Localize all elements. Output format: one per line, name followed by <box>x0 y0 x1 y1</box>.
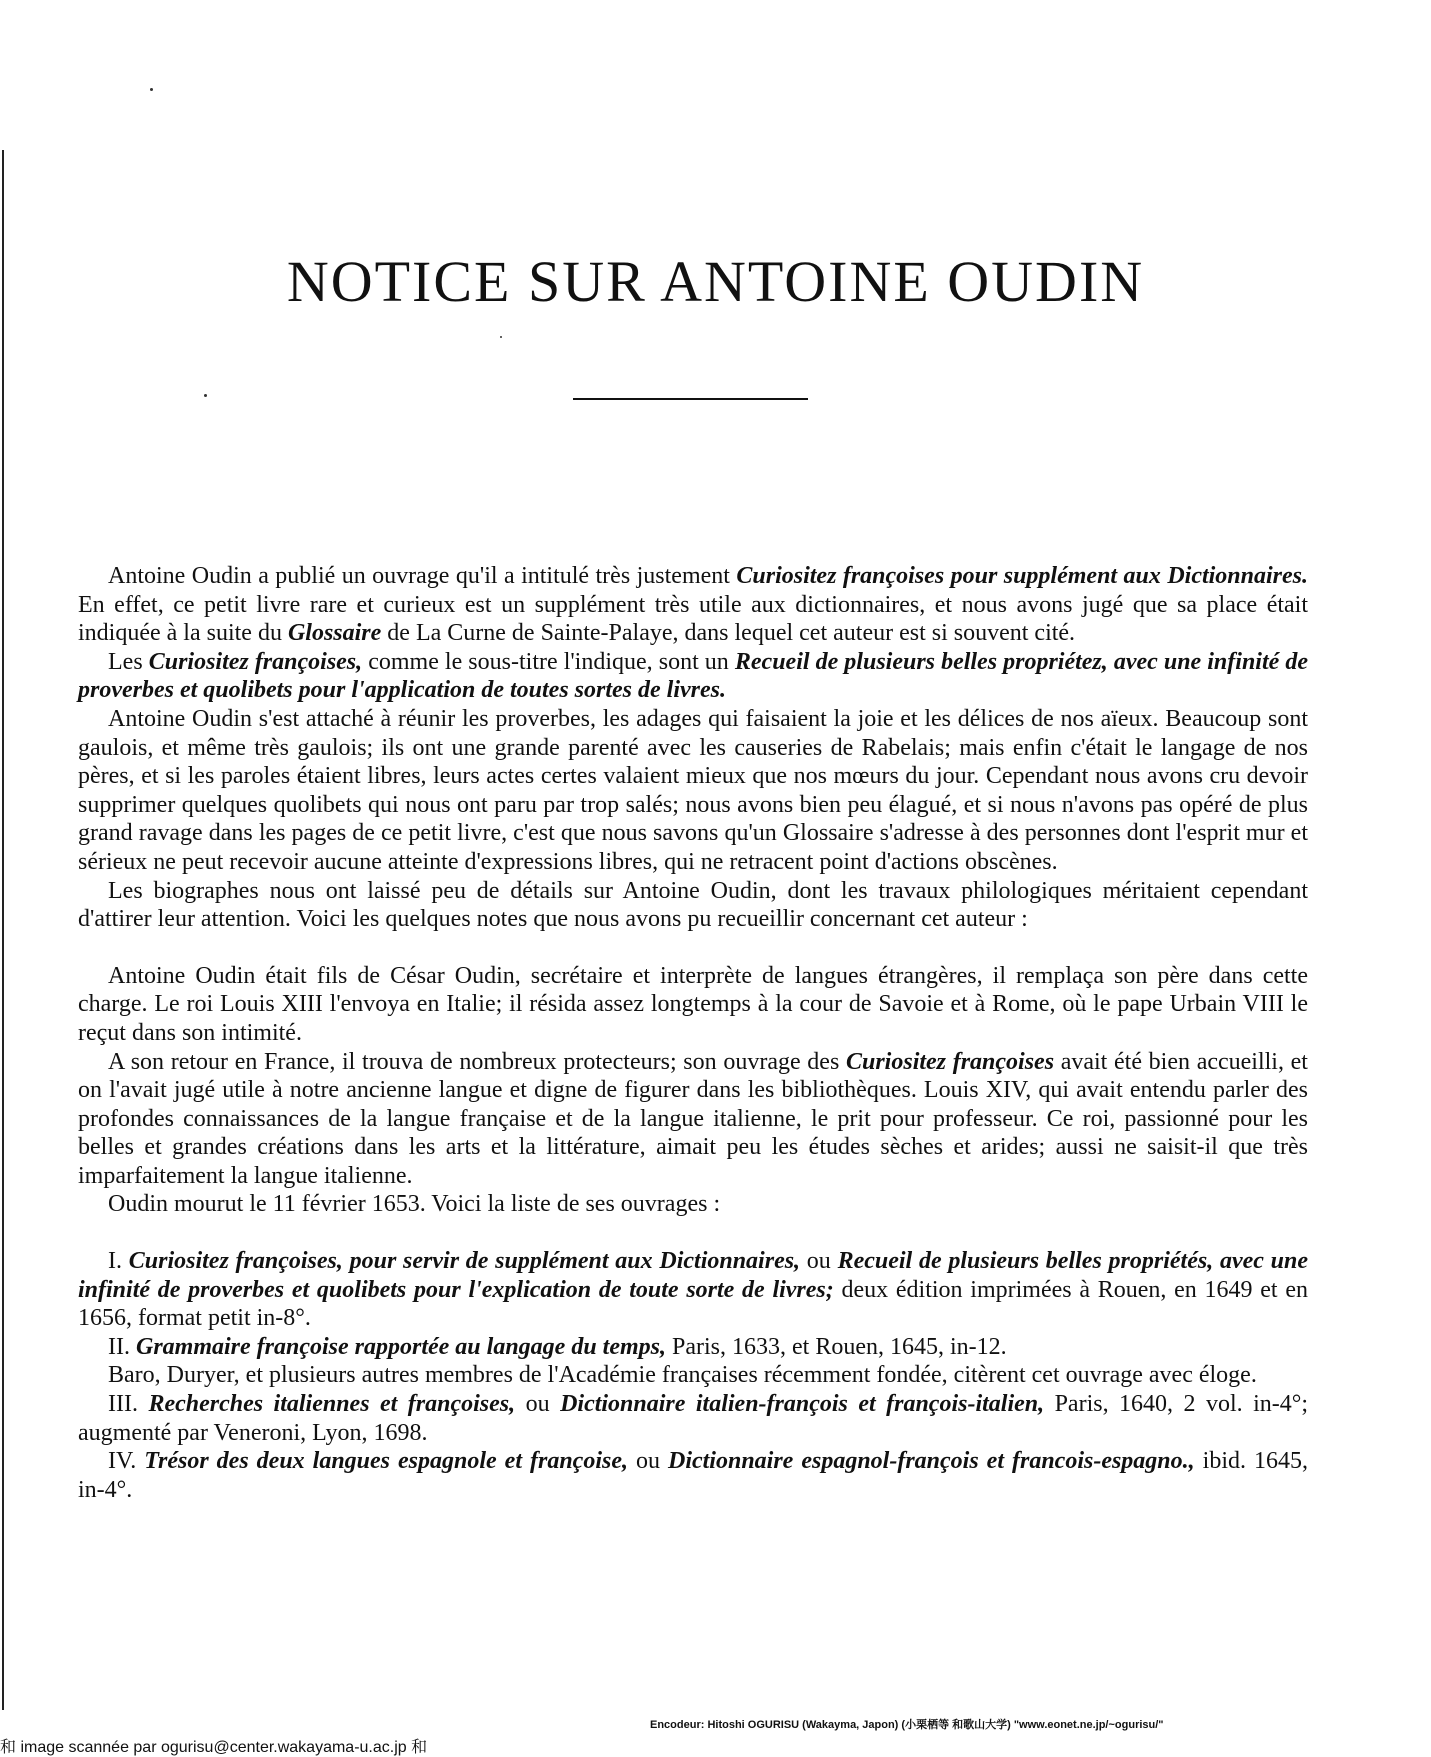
scan-speck <box>500 336 502 338</box>
paragraph: Antoine Oudin était fils de César Oudin, secrétaire et interprète de langues étrangères, il remplaça son père dans cette charge. Le roi Louis XIII l'envoya en Italie; il résida assez longtemps à la cour de Savoie et à Rome, où le pape Urbain VIII le reçut dans son intimité. <box>78 962 1308 1046</box>
paragraph: II. Grammaire françoise rapportée au langage du temps, Paris, 1633, et Rouen, 1645, in-12. <box>108 1333 1007 1360</box>
paragraph: Oudin mourut le 11 février 1653. Voici la liste de ses ouvrages : <box>108 1191 721 1218</box>
paragraph: Baro, Duryer, et plusieurs autres membres de l'Académie françaises récemment fondée, citèrent cet ouvrage avec éloge. <box>108 1362 1257 1389</box>
paragraph: IV. Trésor des deux langues espagnole et françoise, ou Dictionnaire espagnol-françois et francois-espagno., ibid. 1645, in-4°. <box>78 1448 1308 1503</box>
page-title: NOTICE SUR ANTOINE OUDIN <box>286 249 1145 314</box>
footer-scan-credit: 和 image scannée par ogurisu@center.wakayama-u.ac.jp 和 <box>0 1739 428 1756</box>
paragraph: Les Curiositez françoises, comme le sous-titre l'indique, sont un Recueil de plusieurs belles propriétez, avec une infinité de proverbes et quolibets pour l'application de toutes sortes de livres. <box>78 648 1308 704</box>
paragraph: Antoine Oudin s'est attaché à réunir les proverbes, les adages qui faisaient la joie et les délices de nos aïeux. Beaucoup sont gaulois, et même très gaulois; ils ont une grande parenté avec les causeries de Rabelais; mais enfin c'était le langage de nos pères, et si les paroles étaient libres, leurs actes certes valaient mieux que nos mœurs du jour. Cependant nous avons cru devoir supprimer quelques quolibets qui nous ont paru par trop salés; nous avons bien peu élagué, et si nous n'avons pas opéré de plus grand ravage dans les pages de ce petit livre, c'est que nous savons qu'un Glossaire s'adresse à des personnes dont l'esprit mur et sérieux ne peut recevoir aucune atteinte d'expressions libres, qui ne retracent point d'actions obscènes. <box>78 705 1308 875</box>
paragraph: Les biographes nous ont laissé peu de détails sur Antoine Oudin, dont les travaux philologiques méritaient cependant d'attirer leur attention. Voici les quelques notes que nous avons pu recueillir concernant cet auteur : <box>78 877 1308 933</box>
notice-body <box>78 562 1308 1504</box>
paragraph: Antoine Oudin a publié un ouvrage qu'il a intitulé très justement Curiositez françoises pour supplément aux Dictionnaires. En effet, ce petit livre rare et curieux est un supplément très utile aux dictionnaires, et nous avons jugé que sa place était indiquée à la suite du Glossaire de La Curne de Sainte-Palaye, dans lequel cet auteur est si souvent cité. <box>78 563 1308 647</box>
footer-encoder-credit: Encodeur: Hitoshi OGURISU (Wakayma, Japon) (小栗栖等 和歌山大学) "www.eonet.ne.jp/~ogurisu/" <box>650 1719 1164 1731</box>
title-divider <box>573 398 808 400</box>
page-border-line <box>2 150 4 1710</box>
scan-speck <box>204 394 207 397</box>
scan-speck <box>150 88 153 91</box>
paragraph: I. Curiositez françoises, pour servir de supplément aux Dictionnaires, ou Recueil de plusieurs belles propriétés, avec une infinité de proverbes et quolibets pour l'explication de toute sorte de livres; deux édition imprimées à Rouen, en 1649 et en 1656, format petit in-8°. <box>78 1248 1308 1332</box>
paragraph: III. Recherches italiennes et françoises, ou Dictionnaire italien-françois et françois-italien, Paris, 1640, 2 vol. in-4°; augmenté par Veneroni, Lyon, 1698. <box>78 1391 1309 1446</box>
paragraph: A son retour en France, il trouva de nombreux protecteurs; son ouvrage des Curiositez françoises avait été bien accueilli, et on l'avait jugé utile à notre ancienne langue et digne de figurer dans les bibliothèques. Louis XIV, qui avait entendu parler des profondes connaissances de la langue française et de la langue italienne, le prit pour professeur. Ce roi, passionné pour les belles et grandes créations dans les arts et la littérature, aimait peu les études sèches et arides; aussi ne saisit-il que très imparfaitement la langue italienne. <box>78 1048 1308 1189</box>
